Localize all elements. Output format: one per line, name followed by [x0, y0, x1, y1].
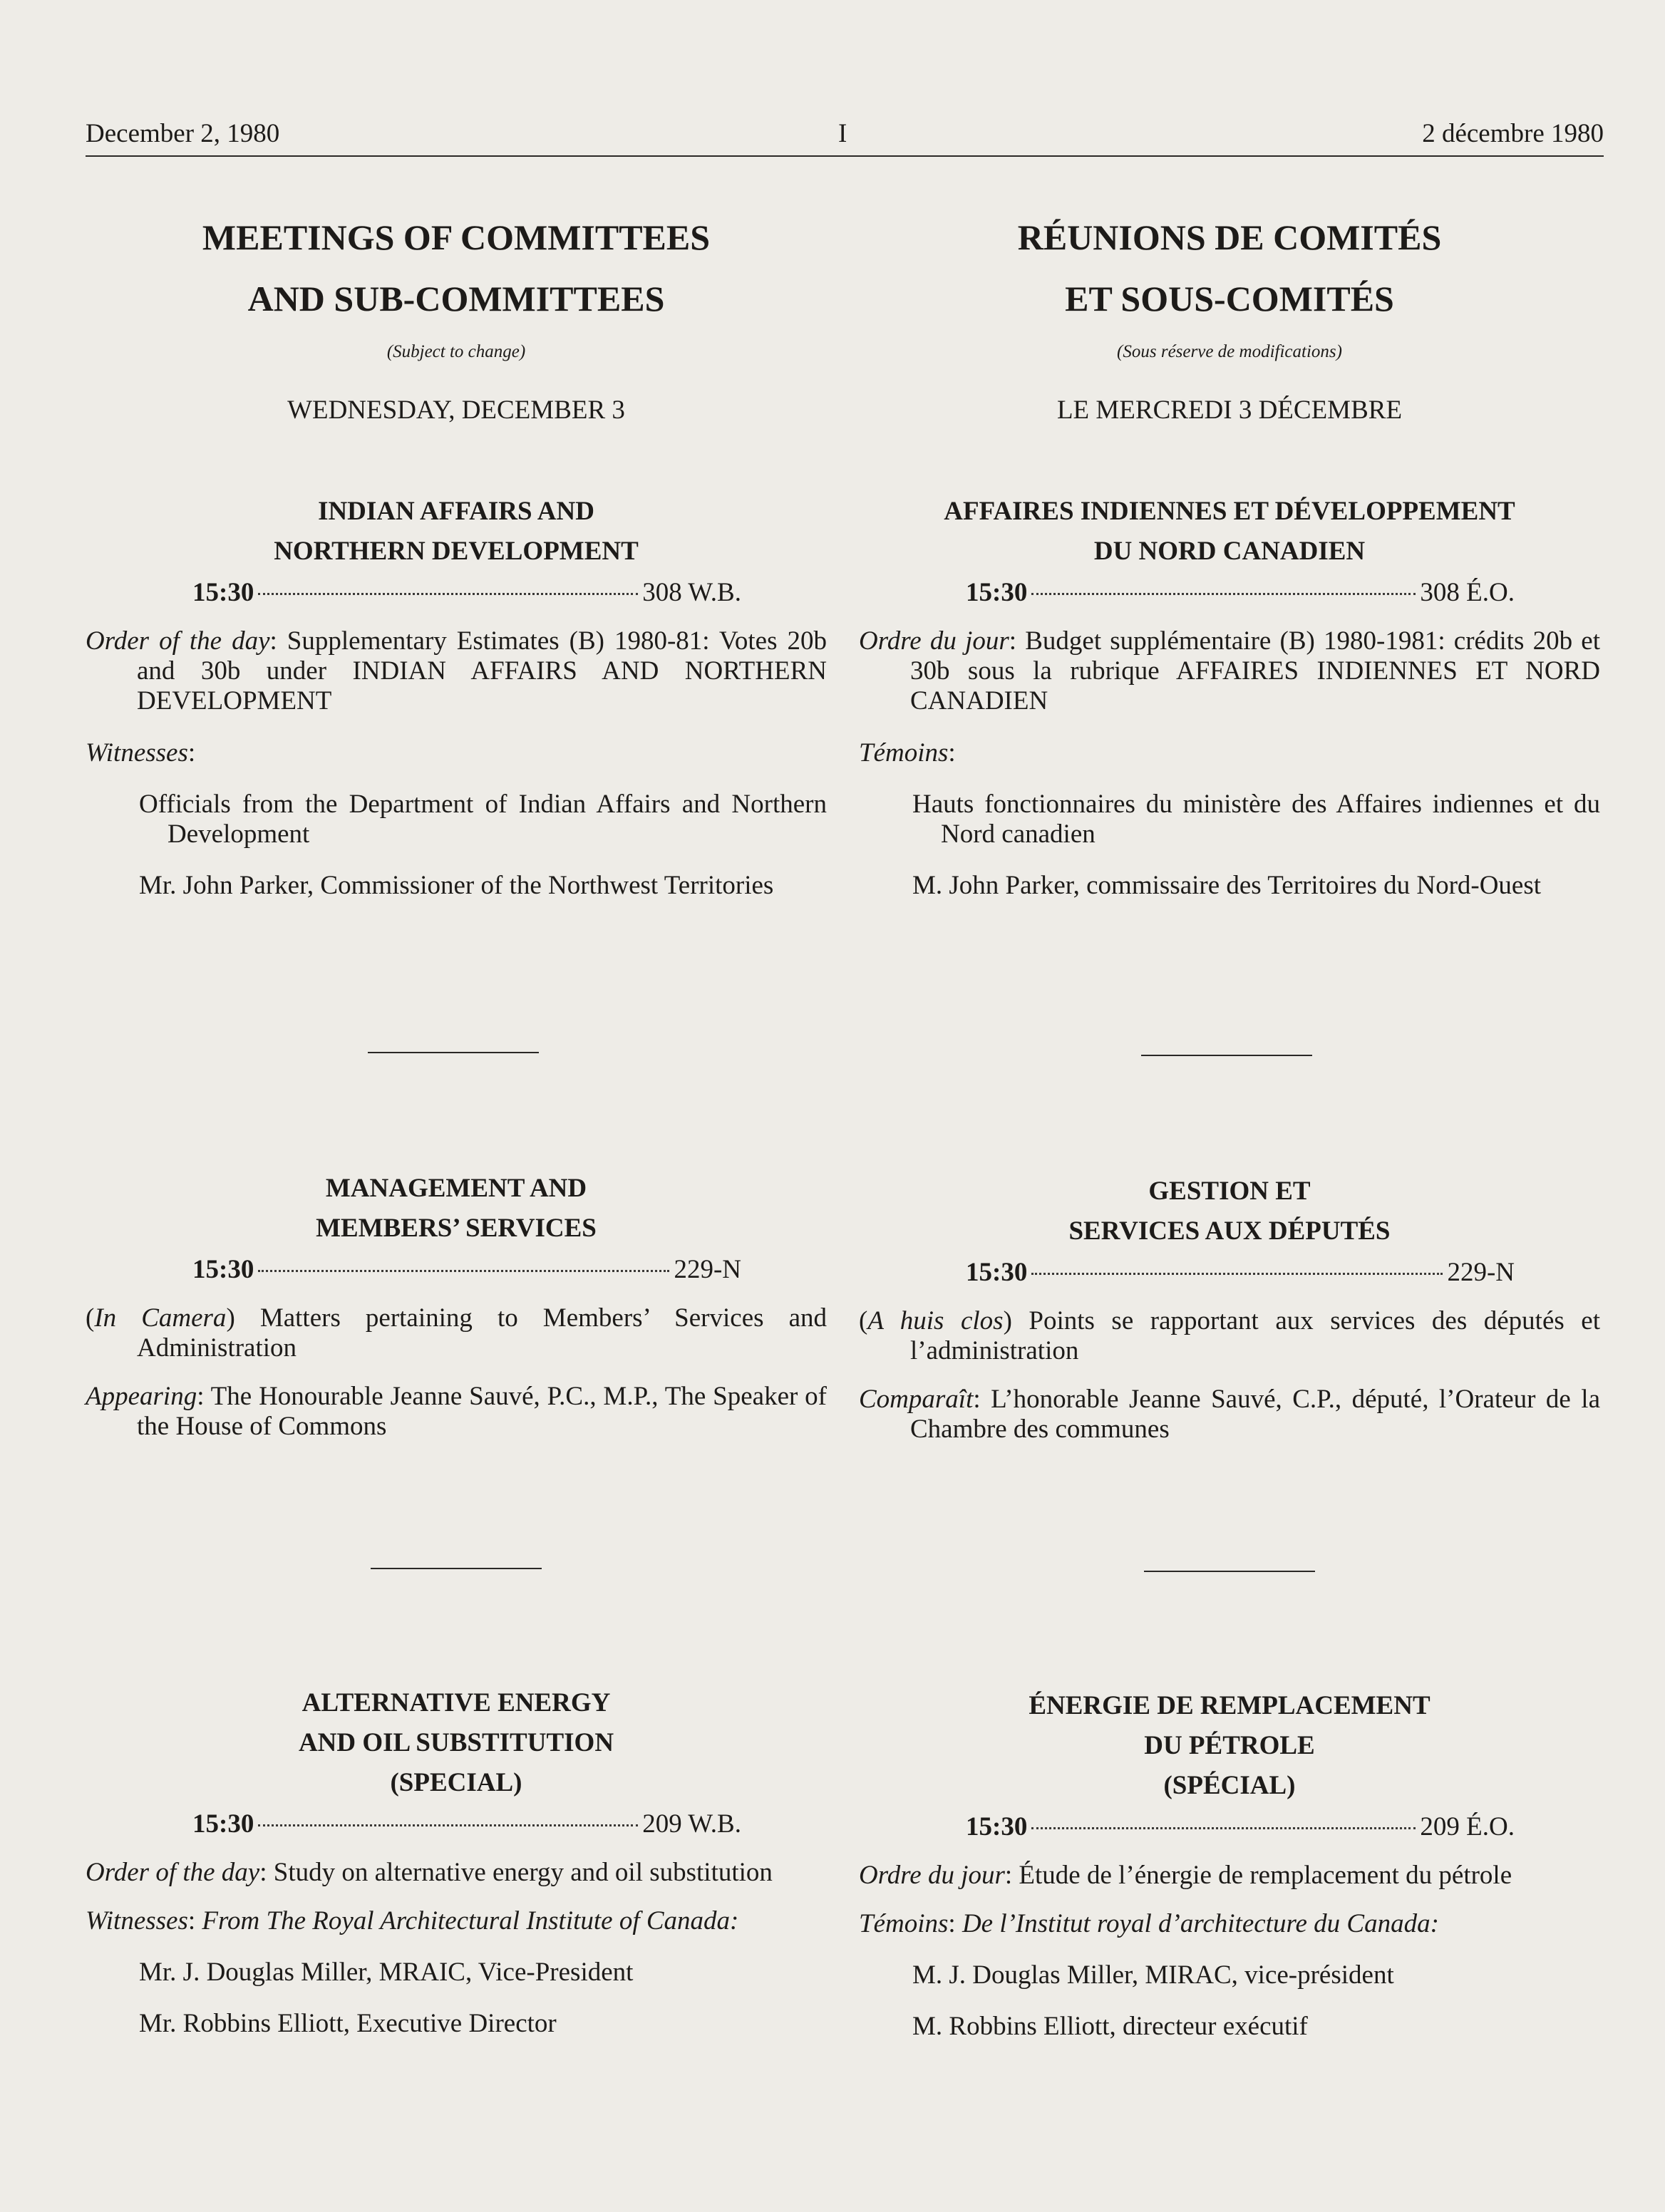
witnesses-label: Témoins: — [859, 738, 956, 768]
committee-name: ALTERNATIVE ENERGY AND OIL SUBSTITUTION (SPECIAL) — [298, 1688, 614, 1797]
time-room-line — [86, 1809, 827, 1839]
witnesses-label: Witnesses: — [86, 738, 196, 768]
meeting-time: 15:30 — [966, 578, 1028, 607]
committee-name: INDIAN AFFAIRS AND NORTHERN DEVELOPMENT — [274, 497, 639, 566]
header-date-en: December 2, 1980 — [86, 119, 280, 148]
dot-leader — [1031, 1827, 1416, 1829]
subtitle-en: (Subject to change) — [386, 342, 526, 361]
meeting-room: 229-N — [1447, 1258, 1515, 1287]
meeting-time: 15:30 — [966, 1812, 1028, 1841]
meeting-room: 209 É.O. — [1420, 1812, 1515, 1841]
section-divider — [368, 1052, 539, 1053]
agenda: (A huis clos) Points se rapportant aux services des députés et l’administration — [859, 1306, 1600, 1365]
witnesses-label: Témoins: De l’Institut royal d’architecture du Canada: — [859, 1909, 1439, 1938]
meeting-room: 209 W.B. — [642, 1809, 741, 1839]
committee-name: ÉNERGIE DE REMPLACEMENT DU PÉTROLE (SPÉCIAL) — [1029, 1691, 1431, 1800]
meeting-time: 15:30 — [966, 1258, 1028, 1287]
time-room-line — [86, 577, 827, 608]
time-room-line — [859, 1257, 1600, 1288]
dot-leader — [258, 593, 638, 595]
page-title-en: MEETINGS OF COMMITTEES AND SUB-COMMITTEES — [202, 217, 711, 319]
dot-leader — [1031, 1273, 1443, 1275]
witness-item: Mr. J. Douglas Miller, MRAIC, Vice-President — [139, 1958, 634, 1987]
subtitle-fr: (Sous réserve de modifications) — [1117, 342, 1342, 361]
agenda: Order of the day: Supplementary Estimates (B) 1980-81: Votes 20b and 30b under INDIAN AFFAIRS AND NORTHERN DEVELOPMENT — [86, 626, 827, 715]
witness-item: Mr. John Parker, Commissioner of the Northwest Territories — [139, 871, 774, 900]
agenda: Ordre du jour: Budget supplémentaire (B) 1980-1981: crédits 20b et 30b sous la rubrique AFFAIRES INDIENNES ET NORD CANADIEN — [859, 626, 1600, 715]
witness-item: Hauts fonctionnaires du ministère des Affaires indiennes et du Nord canadien — [912, 790, 1600, 849]
time-room-line — [86, 1254, 827, 1285]
meeting-management-en — [86, 1169, 827, 1442]
committee-name: AFFAIRES INDIENNES ET DÉVELOPPEMENT DU NORD CANADIEN — [944, 497, 1515, 566]
meeting-day-fr: LE MERCREDI 3 DÉCEMBRE — [1056, 396, 1403, 425]
meeting-room: 308 W.B. — [642, 578, 741, 607]
meeting-room: 229-N — [674, 1255, 741, 1284]
meeting-indian-affairs-fr — [859, 492, 1600, 901]
witness-item: Mr. Robbins Elliott, Executive Director — [139, 2009, 557, 2038]
witness-item: Officials from the Department of Indian Affairs and Northern Development — [139, 790, 827, 849]
appearing: Comparaît: L’honorable Jeanne Sauvé, C.P., député, l’Orateur de la Chambre des communes — [859, 1385, 1600, 1444]
agenda: Ordre du jour: Étude de l’énergie de remplacement du pétrole — [859, 1861, 1512, 1890]
meeting-time: 15:30 — [192, 578, 254, 607]
meeting-management-fr — [859, 1172, 1600, 1444]
dot-leader — [1031, 593, 1416, 595]
dot-leader — [258, 1824, 638, 1826]
english-column — [86, 207, 828, 2038]
header-date-fr: 2 décembre 1980 — [1422, 119, 1604, 148]
witness-item: M. Robbins Elliott, directeur exécutif — [912, 2012, 1308, 2041]
meeting-time: 15:30 — [192, 1809, 254, 1839]
meeting-time: 15:30 — [192, 1255, 254, 1284]
agenda: (In Camera) Matters pertaining to Members’ Services and Administration — [86, 1303, 828, 1363]
meeting-day-en: WEDNESDAY, DECEMBER 3 — [287, 396, 625, 425]
witness-item: M. John Parker, commissaire des Territoires du Nord-Ouest — [912, 871, 1542, 900]
meeting-room: 308 É.O. — [1420, 578, 1515, 607]
appearing: Appearing: The Honourable Jeanne Sauvé, P.C., M.P., The Speaker of the House of Commons — [86, 1382, 827, 1441]
page-header — [86, 118, 1604, 157]
section-divider — [1144, 1571, 1315, 1572]
page-title-fr: RÉUNIONS DE COMITÉS ET SOUS-COMITÉS — [1017, 217, 1442, 319]
witness-item: M. J. Douglas Miller, MIRAC, vice-président — [912, 1960, 1394, 1990]
meeting-alternative-energy-fr — [859, 1686, 1600, 2042]
meeting-indian-affairs-en — [86, 492, 827, 901]
header-page-number: I — [838, 119, 847, 148]
dot-leader — [258, 1270, 669, 1272]
time-room-line — [859, 1812, 1600, 1842]
witnesses-label: Witnesses: From The Royal Architectural Institute of Canada: — [86, 1906, 739, 1936]
time-room-line — [859, 577, 1600, 608]
agenda: Order of the day: Study on alternative energy and oil substitution — [86, 1858, 773, 1887]
meeting-alternative-energy-en — [86, 1683, 827, 2039]
section-divider — [1141, 1055, 1312, 1056]
french-column — [859, 207, 1600, 2041]
section-divider — [371, 1568, 542, 1569]
committee-name: GESTION ET SERVICES AUX DÉPUTÉS — [1068, 1177, 1391, 1246]
committee-name: MANAGEMENT AND MEMBERS’ SERVICES — [316, 1174, 597, 1243]
